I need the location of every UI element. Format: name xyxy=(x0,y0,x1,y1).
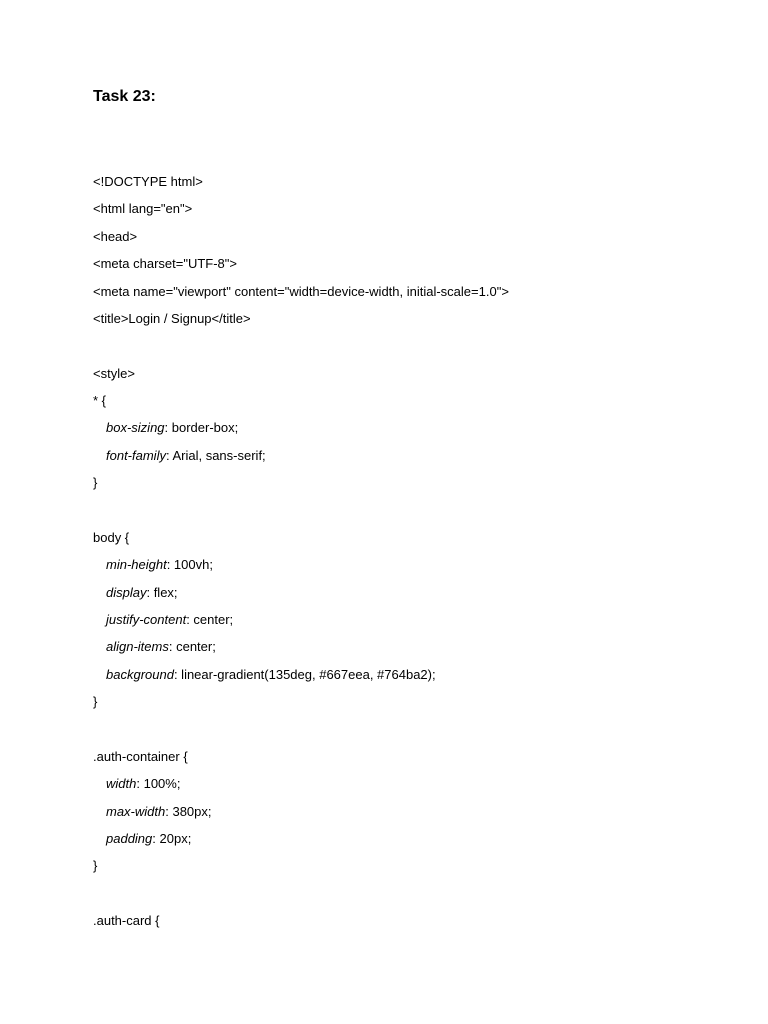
css-value: : 380px; xyxy=(165,803,212,819)
css-property: background xyxy=(106,666,174,682)
css-property: width xyxy=(106,776,137,792)
css-declaration xyxy=(93,774,733,801)
css-declaration xyxy=(93,637,733,664)
css-property: display xyxy=(106,584,147,600)
code-line: <title>Login / Signup</title> xyxy=(93,310,251,326)
css-declaration xyxy=(93,829,733,856)
css-property: align-items xyxy=(106,639,169,655)
css-property: min-height xyxy=(106,557,167,573)
code-line: <html lang="en"> xyxy=(93,201,193,217)
code-line: body { xyxy=(93,529,130,545)
code-line: .auth-card { xyxy=(93,913,160,929)
blank-line xyxy=(93,336,733,363)
css-declaration xyxy=(93,665,733,692)
css-declaration xyxy=(93,418,733,445)
css-property: max-width xyxy=(106,803,166,819)
css-declaration xyxy=(93,555,733,582)
code-block xyxy=(93,172,733,939)
css-declaration xyxy=(93,446,733,473)
css-declaration xyxy=(93,802,733,829)
css-declaration xyxy=(93,583,733,610)
code-line: <!DOCTYPE html> xyxy=(93,174,203,189)
css-value: : border-box; xyxy=(164,420,239,436)
code-line: .auth-container { xyxy=(93,748,188,764)
blank-line xyxy=(93,720,733,747)
css-declaration xyxy=(93,610,733,637)
code-line: <style> xyxy=(93,365,135,381)
css-property: padding xyxy=(106,831,153,846)
css-value: : center; xyxy=(168,639,216,655)
code-line: <meta charset="UTF-8"> xyxy=(93,256,237,272)
blank-line xyxy=(93,884,733,911)
code-line: } xyxy=(93,858,98,874)
css-value: : flex; xyxy=(146,584,178,600)
css-property: justify-content xyxy=(106,612,187,627)
css-property: box-sizing xyxy=(106,420,165,436)
code-line: <meta name="viewport" content="width=device-width, initial-scale=1.0"> xyxy=(93,283,509,299)
css-value: : 100vh; xyxy=(166,557,213,573)
css-value: : 100%; xyxy=(136,776,181,792)
css-value: : linear-gradient(135deg, #667eea, #764ba2); xyxy=(173,666,436,682)
code-line: * { xyxy=(93,393,107,408)
document-heading: Task 23: xyxy=(93,88,156,105)
css-property: font-family xyxy=(106,447,166,463)
code-line: <head> xyxy=(93,228,138,244)
css-value: : Arial, sans-serif; xyxy=(165,447,266,463)
blank-line xyxy=(93,501,733,528)
css-value: : center; xyxy=(186,612,234,627)
code-line: } xyxy=(93,694,98,710)
css-value: : 20px; xyxy=(152,831,192,846)
code-line: } xyxy=(93,475,98,491)
